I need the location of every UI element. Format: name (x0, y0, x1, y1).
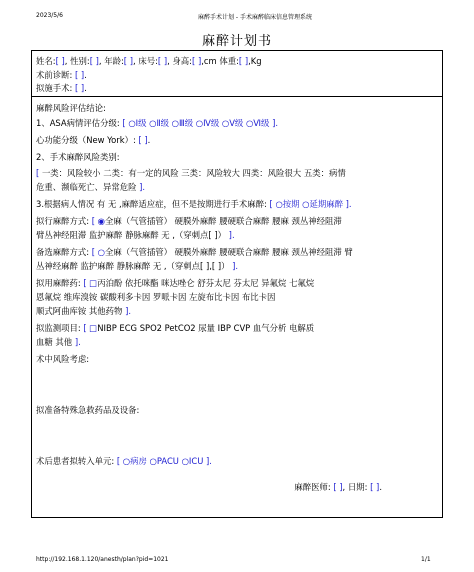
bed-field[interactable]: [ ] (157, 56, 168, 66)
planned-op-row: 拟施手术: [ ]. (36, 83, 87, 93)
drugs-options-cont[interactable]: 恩氟烷 维库溴铵 碳酸利多卡因 罗哌卡因 左旋布比卡因 布比卡因 (36, 292, 276, 302)
surgical-risk-row-2: 危重、濒临死亡、异常危险 ]. (36, 182, 146, 192)
planned-method-label: 拟行麻醉方式: (36, 216, 90, 226)
alt-method-row-2: 丛神经麻醉 监护麻醉 静脉麻醉 无 ,（穿刺点[ ],[ ]） ]. (36, 261, 239, 271)
planned-op-field[interactable]: [ ] (75, 83, 85, 93)
alt-method-options-cont[interactable]: 丛神经麻醉 监护麻醉 静脉麻醉 无 ,（穿刺点[ ],[ ]） (36, 261, 230, 271)
planned-method-row-1: 拟行麻醉方式: [ ◉全麻（气管插管） 硬膜外麻醉 腰硬联合麻醉 腰麻 颈丛神经阻滞 (36, 216, 342, 226)
nyha-field[interactable]: [ ] (138, 135, 148, 145)
alt-method-options[interactable]: 全麻（气管插管） 硬膜外麻醉 腰硬联合麻醉 腰麻 颈丛神经阻滞 臂 (105, 247, 353, 257)
planned-method-options-cont[interactable]: 臂丛神经阻滞 监护麻醉 静脉麻醉 无 ,（穿刺点[ ]） (36, 230, 227, 240)
weight-field[interactable]: [ ] (238, 56, 249, 66)
drugs-row-1: 拟用麻醉药: [ □丙泊酚 依托咪酯 咪达唑仑 舒芬太尼 芬太尼 异氟烷 七氟烷 (36, 278, 315, 288)
nyha-label: 心功能分级（New York）: (36, 135, 136, 145)
monitoring-row-1: 拟监测项目: [ □NIBP ECG SPO2 PetCO2 尿量 IBP CVP 血气分析 电解质 (36, 323, 315, 333)
signature-row: 麻醉医师: [ ], 日期: [ ]. (294, 482, 382, 492)
planned-method-options[interactable]: 全麻（气管插管） 硬膜外麻醉 腰硬联合麻醉 腰麻 颈丛神经阻滞 (105, 216, 342, 226)
drugs-options-cont-2[interactable]: 顺式阿曲库铵 其他药物 (36, 306, 123, 316)
nyha-row: 心功能分级（New York）: [ ]. (36, 135, 151, 145)
planned-method-row-2: 臂丛神经阻滞 监护麻醉 静脉麻醉 无 ,（穿刺点[ ]） ]. (36, 230, 235, 240)
transfer-option-pacu[interactable]: PACU (156, 456, 179, 466)
asa-option-6[interactable]: Ⅵ级 (253, 118, 270, 128)
height-unit: cm (203, 56, 217, 66)
asa-row: 1、ASA病情评估分级: [ ○Ⅰ级 ○Ⅱ级 ○Ⅲ级 ○Ⅳ级 ○Ⅴ级 ○Ⅵ级 ]. (36, 118, 278, 128)
date-field[interactable]: [ ] (370, 482, 380, 492)
asa-option-3[interactable]: Ⅲ级 (178, 118, 194, 128)
preop-dx-field[interactable]: [ ] (75, 70, 85, 80)
surgical-risk-row-1: [ 一类：风险较小 二类：有一定的风险 三类：风险较大 四类：风险很大 五类：病情 (36, 168, 346, 178)
planned-op-label: 拟施手术: (36, 83, 73, 93)
monitoring-label: 拟监测项目: (36, 323, 81, 333)
transfer-row: 术后患者拟转入单元: [ ○病房 ○PACU ○ICU ]. (36, 456, 212, 466)
emergency-label: 拟准备特殊急救药品及设备: (36, 405, 140, 415)
footer-url: http://192.168.1.120/anesth/plan?pid=1021 (36, 556, 169, 563)
drugs-label: 拟用麻醉药: (36, 278, 81, 288)
drugs-row-3: 顺式阿曲库铵 其他药物 ]. (36, 306, 132, 316)
date-label: 日期: (347, 482, 368, 492)
schedule-row: 3.根据病人情况 有 无 ,麻醉适应症，但不是按期进行手术麻醉: [ ○按期 ○延期麻醉 ]. (36, 199, 352, 209)
age-field[interactable]: [ ] (123, 56, 133, 66)
patient-info-row: 姓名:[ ], 性别:[ ], 年龄:[ ], 床号:[ ], 身高:[ ],cm 体重:[ ],Kg (36, 56, 262, 66)
transfer-label: 术后患者拟转入单元: (36, 456, 115, 466)
drugs-row-2 (36, 292, 438, 303)
monitoring-options-cont[interactable]: 血糖 其他 (36, 337, 73, 347)
name-field[interactable]: [ ] (55, 56, 65, 66)
schedule-text: 3.根据病人情况 有 无 ,麻醉适应症，但不是按期进行手术麻醉: (36, 199, 267, 209)
asa-option-2[interactable]: Ⅱ级 (156, 118, 169, 128)
height-label: 身高: (172, 56, 193, 66)
gender-field[interactable]: [ ] (89, 56, 99, 66)
footer-page: 1/1 (421, 556, 431, 563)
divider (32, 96, 442, 97)
surgical-risk-label: 2、手术麻醉风险类别: (36, 152, 120, 162)
age-label: 年龄: (104, 56, 124, 66)
weight-unit: Kg (250, 56, 262, 66)
monitoring-row-2: 血糖 其他 ]. (36, 337, 81, 347)
asa-label: 1、ASA病情评估分级: (36, 118, 120, 128)
anesthetist-label: 麻醉医师: (294, 482, 331, 492)
height-field[interactable]: [ ] (192, 56, 202, 66)
transfer-option-ward[interactable]: 病房 (130, 456, 147, 466)
alt-method-row-1: 备选麻醉方式: [ ○全麻（气管插管） 硬膜外麻醉 腰硬联合麻醉 腰麻 颈丛神经阻滞 臂 (36, 247, 353, 257)
name-label: 姓名: (36, 56, 56, 66)
schedule-option-delay[interactable]: 延期麻醉 (309, 199, 343, 209)
surgical-risk-options[interactable]: 一类：风险较小 二类：有一定的风险 三类：风险较大 四类：风险很大 五类：病情 (41, 168, 346, 178)
header-system-title: 麻醉手术计划 - 手术麻醉临床信息管理系统 (198, 14, 312, 21)
weight-label: 体重: (219, 56, 239, 66)
asa-option-4[interactable]: Ⅳ级 (203, 118, 220, 128)
considerations-label: 术中风险考虑: (36, 354, 90, 364)
anesthetist-field[interactable]: [ ] (333, 482, 343, 492)
preop-dx-row: 术前诊断: [ ]. (36, 70, 87, 80)
schedule-option-ontime[interactable]: 按期 (282, 199, 300, 209)
alt-method-label: 备选麻醉方式: (36, 247, 90, 257)
monitoring-options[interactable]: NIBP ECG SPO2 PetCO2 尿量 IBP CVP 血气分析 电解质 (97, 323, 315, 333)
transfer-option-icu[interactable]: ICU (188, 456, 204, 466)
page-title: 麻醉计划书 (201, 34, 272, 49)
asa-option-5[interactable]: Ⅴ级 (229, 118, 244, 128)
gender-label: 性别: (70, 56, 90, 66)
asa-option-1[interactable]: Ⅰ级 (135, 118, 147, 128)
header-date: 2023/5/6 (36, 12, 63, 19)
risk-heading: 麻醉风险评估结论: (36, 103, 106, 113)
form-frame (31, 50, 443, 518)
drugs-options[interactable]: 丙泊酚 依托咪酯 咪达唑仑 舒芬太尼 芬太尼 异氟烷 七氟烷 (97, 278, 315, 288)
surgical-risk-options-cont[interactable]: 危重、濒临死亡、异常危险 (36, 182, 137, 192)
preop-dx-label: 术前诊断: (36, 70, 73, 80)
bed-label: 床号: (138, 56, 158, 66)
